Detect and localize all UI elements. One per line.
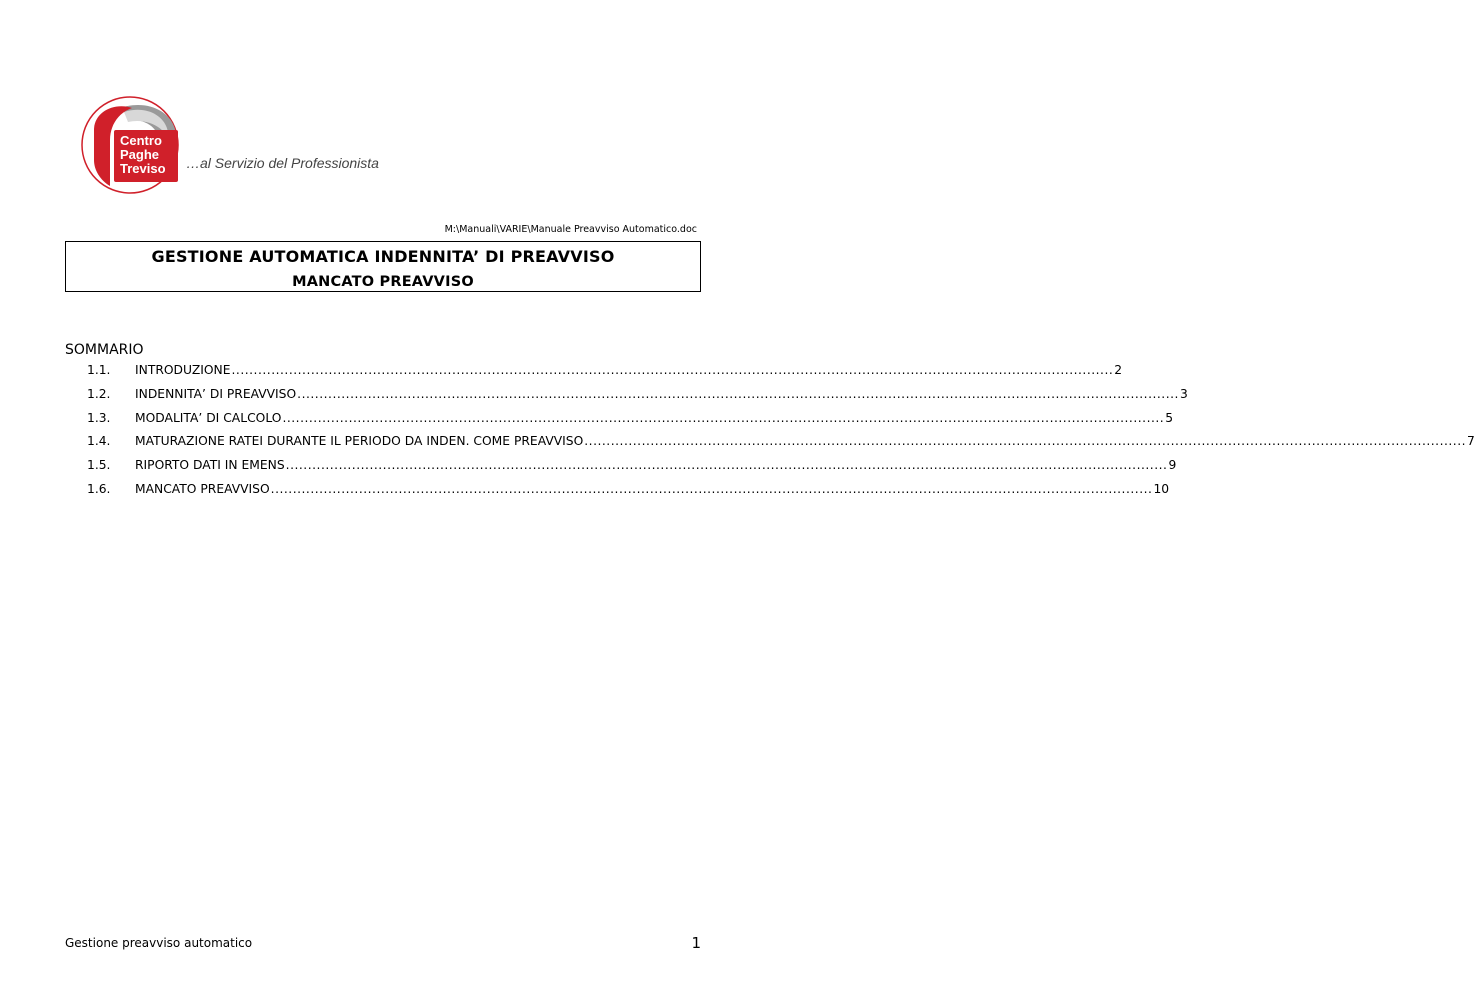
- toc-entry-title: INDENNITA’ DI PREAVVISO: [135, 386, 297, 401]
- file-path: M:\Manuali\VARIE\Manuale Preavviso Automatico.doc: [444, 224, 697, 235]
- toc-entry-page: 7: [1467, 434, 1475, 449]
- toc-entry-number: 1.5.: [87, 458, 111, 473]
- logo-tagline: …al Servizio del Professionista: [186, 155, 379, 171]
- toc-entry-page: 2: [1114, 363, 1123, 377]
- toc-leader: ........................................................................................................................................................................................................: [231, 363, 1114, 377]
- toc-entry[interactable]: [87, 481, 1170, 506]
- toc-leader: ........................................................................................................................................................................................................: [584, 434, 1467, 449]
- document-subtitle: MANCATO PREAVVISO: [292, 274, 474, 290]
- logo-wordmark: [120, 134, 166, 176]
- toc-entry[interactable]: [87, 386, 1188, 411]
- logo-line-paghe: Paghe: [120, 147, 160, 162]
- toc-entry-number: 1.6.: [87, 481, 111, 496]
- toc-entry-title: RIPORTO DATI IN EMENS: [135, 458, 285, 473]
- toc-entry-number: 1.2.: [87, 386, 111, 401]
- footer-page-number: 1: [691, 934, 701, 952]
- toc-entry[interactable]: [87, 434, 1475, 458]
- toc-leader: ........................................................................................................................................................................................................: [297, 386, 1179, 401]
- toc-entry[interactable]: [87, 363, 1123, 387]
- footer-document-title: Gestione preavviso automatico: [65, 936, 253, 950]
- toc-entry[interactable]: [87, 410, 1174, 435]
- toc-entry-page: 3: [1179, 386, 1188, 401]
- company-logo: [80, 90, 380, 200]
- toc-heading: SOMMARIO: [65, 342, 144, 358]
- toc-leader: ........................................................................................................................................................................................................: [285, 458, 1168, 473]
- document-title: GESTIONE AUTOMATICA INDENNITA’ DI PREAVVISO: [151, 247, 615, 266]
- toc-entry-title: MATURAZIONE RATEI DURANTE IL PERIODO DA INDEN. COME PREAVVISO: [135, 434, 584, 449]
- logo-line-treviso: Treviso: [120, 161, 166, 176]
- toc-entry-page: 9: [1168, 458, 1177, 473]
- logo-line-centro: Centro: [120, 133, 162, 148]
- toc-entry-title: MODALITA’ DI CALCOLO: [135, 410, 282, 425]
- toc-leader: ........................................................................................................................................................................................................: [282, 410, 1165, 425]
- toc-entry-number: 1.3.: [87, 410, 111, 425]
- toc-entry[interactable]: [87, 458, 1177, 482]
- table-of-contents: [87, 363, 1475, 506]
- document-title-box: [65, 241, 701, 292]
- toc-entry-number: 1.4.: [87, 434, 111, 449]
- toc-leader: ........................................................................................................................................................................................................: [270, 481, 1153, 496]
- toc-entry-page: 5: [1165, 410, 1174, 425]
- toc-entry-page: 10: [1153, 481, 1170, 496]
- toc-entry-number: 1.1.: [87, 363, 111, 377]
- toc-entry-title: INTRODUZIONE: [135, 363, 231, 377]
- toc-entry-title: MANCATO PREAVVISO: [135, 481, 270, 496]
